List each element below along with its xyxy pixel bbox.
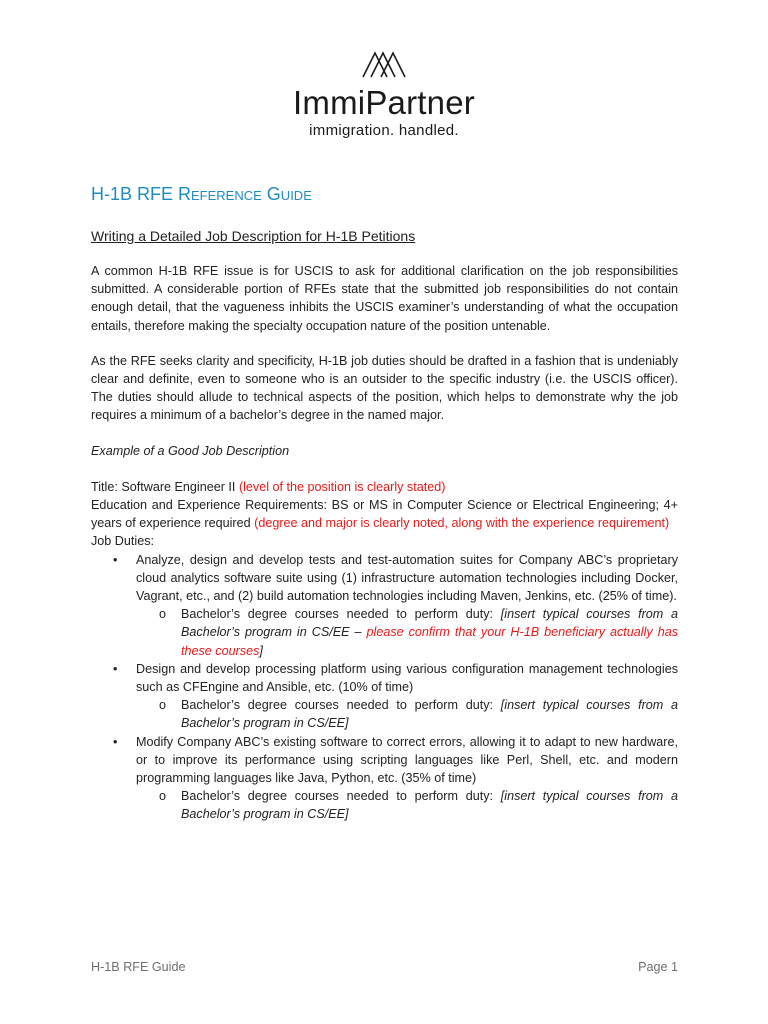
- job-duties-list: [91, 551, 678, 824]
- duty-text: Analyze, design and develop tests and test-automation suites for Company ABC’s proprietary cloud analytics software suite using (1) infrastructure automation technologies including Docker, Vagrant, etc., and (2) build automation technologies including Maven, Jenkins, etc. (25% of time).: [136, 552, 678, 604]
- sub-bullet-icon: o: [159, 698, 167, 713]
- document-body: [91, 182, 678, 824]
- job-title-note: (level of the position is clearly stated): [238, 479, 446, 494]
- sub-list: [136, 605, 678, 660]
- duty-text: Modify Company ABC’s existing software to correct errors, allowing it to adapt to new hardware, or to improve its performance using scripting languages like Perl, Shell, etc. and modern programming languages like Java, Python, etc. (35% of time): [136, 734, 678, 786]
- courses-placeholder: [insert typical courses from a Bachelor’s program in CS/EE]: [181, 789, 679, 822]
- sub-bullet-icon: o: [159, 607, 167, 622]
- courses-text: Bachelor’s degree courses needed to perform duty:: [181, 698, 501, 713]
- education-note: (degree and major is clearly noted, along with the experience requirement): [254, 516, 670, 531]
- sub-list-item: [136, 787, 678, 823]
- sub-list: [136, 787, 678, 823]
- courses-placeholder: [insert typical courses from a Bachelor’s program in CS/EE –: [181, 607, 679, 640]
- brand-tagline: immigration. handled.: [309, 122, 459, 139]
- list-item: [91, 660, 678, 733]
- bullet-icon: •: [113, 734, 118, 749]
- list-item: [91, 551, 678, 660]
- footer-doc-name: H-1B RFE Guide: [91, 960, 186, 974]
- brand-name: ImmiPartner: [293, 84, 475, 121]
- sub-bullet-icon: o: [159, 789, 167, 804]
- example-heading: Example of a Good Job Description: [91, 443, 290, 458]
- paragraph-intro: A common H-1B RFE issue is for USCIS to ask for additional clarification on the job responsibilities submitted. A considerable portion of RFEs state that the submitted job responsibilities do not contain enough detail, that the vagueness inhibits the USCIS examiner’s understanding of what the occupation entails, therefore making the specialty occupation nature of the position untenable.: [91, 264, 678, 333]
- job-duties-label: Job Duties:: [91, 534, 154, 549]
- education-line: [91, 496, 678, 532]
- duty-text: Design and develop processing platform using various configuration management technologies such as CFEngine and Ansible, etc. (10% of time): [136, 661, 678, 695]
- sub-list-item: [136, 696, 678, 732]
- courses-confirm-note: please confirm that your H-1B beneficiary actually has these courses: [181, 625, 678, 658]
- sub-list: [136, 696, 678, 732]
- document-title: H-1B RFE Reference Guide: [91, 184, 312, 204]
- courses-text: Bachelor’s degree courses needed to perform duty:: [181, 607, 501, 622]
- job-title-text: Title: Software Engineer II: [91, 479, 239, 494]
- courses-placeholder-end: ]: [259, 643, 263, 658]
- job-title-line: [91, 478, 678, 496]
- bullet-icon: •: [113, 552, 118, 567]
- courses-text: Bachelor’s degree courses needed to perform duty:: [181, 789, 501, 804]
- footer-page-number: Page 1: [638, 960, 678, 974]
- education-text: Education and Experience Requirements: BS or MS in Computer Science or Electrical Engineering; 4+ years of experience required: [91, 498, 678, 531]
- mountain-peaks-icon: [362, 50, 406, 78]
- section-heading: Writing a Detailed Job Description for H-1B Petitions: [91, 228, 416, 244]
- courses-placeholder: [insert typical courses from a Bachelor’s program in CS/EE]: [181, 698, 679, 731]
- sub-list-item: [136, 605, 678, 660]
- bullet-icon: •: [113, 661, 118, 676]
- list-item: [91, 733, 678, 824]
- paragraph-clarity: As the RFE seeks clarity and specificity, H-1B job duties should be drafted in a fashion that is undeniably clear and definite, even to someone who is an outsider to the specific industry (i.e. the USCIS officer). The duties should allude to technical aspects of the position, which helps to demonstrate why the job requires a minimum of a bachelor’s degree in the named major.: [91, 353, 678, 423]
